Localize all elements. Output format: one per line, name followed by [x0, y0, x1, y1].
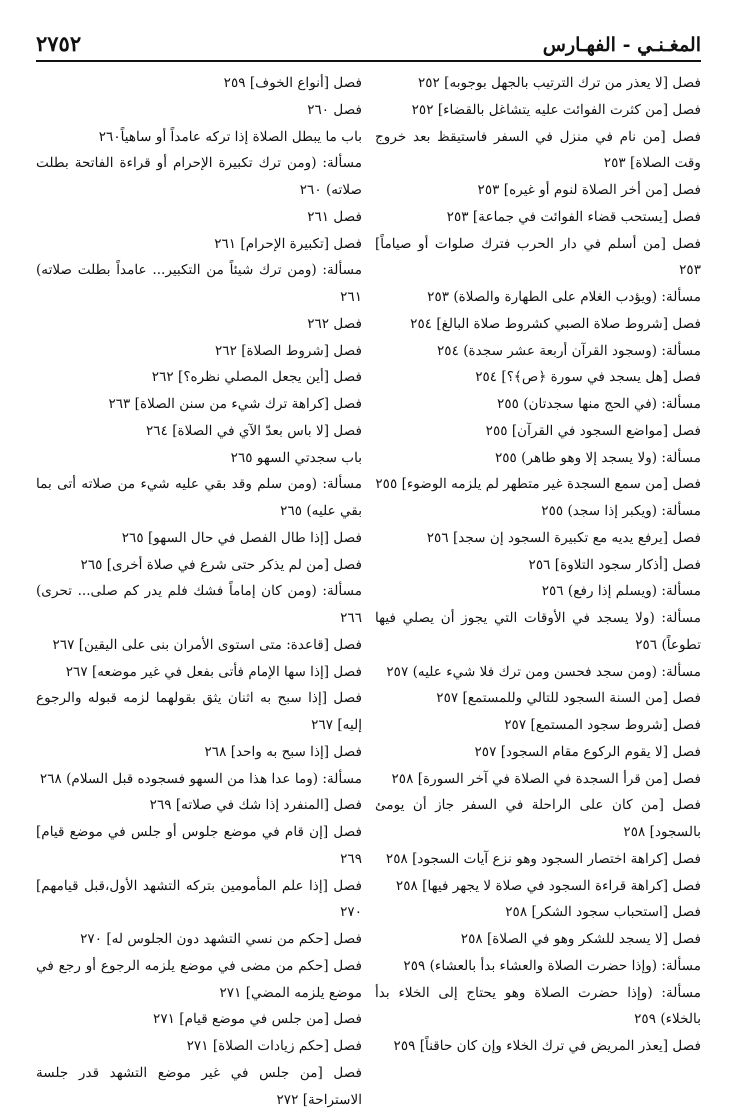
- index-entry: فصل [إذا علم المأمومين بتركه التشهد الأول،قبل قيامهم] ٢٧٠: [36, 877, 362, 921]
- index-entry: مسألة: (وإذا حضرت الصلاة وهو يحتاج إلى الخلاء بدأ بالخلاء) ٢٥٩: [375, 984, 701, 1028]
- index-entry: فصل [من السنة السجود للتالي وللمستمع] ٢٥٧: [436, 690, 701, 707]
- index-entry: فصل [يستحب قضاء الفوائت في جماعة] ٢٥٣: [446, 208, 701, 225]
- index-column-right: [375, 70, 701, 1060]
- index-entry: مسألة: (ومن سلم وقد بقي عليه شيء من صلاته أتى بما بقي عليه) ٢٦٥: [36, 476, 362, 519]
- index-entry: مسألة: (ومن سجد فحسن ومن ترك فلا شيء عليه) ٢٥٧: [386, 663, 701, 680]
- index-entry: فصل [كراهة قراءة السجود في صلاة لا يجهر فيها] ٢٥٨: [395, 877, 701, 894]
- index-entry: فصل ٢٦٠: [307, 101, 362, 118]
- index-entry: فصل [أين يجعل المصلي نظره؟] ٢٦٢: [151, 369, 362, 386]
- index-entry: فصل [هل يسجد في سورة ﴿ص﴾؟] ٢٥٤: [475, 369, 701, 386]
- index-entry: مسألة: (ولا يسجد إلا وهو طاهر) ٢٥٥: [494, 449, 701, 466]
- index-entry: فصل [المنفرد إذا شك في صلاته] ٢٦٩: [149, 797, 362, 814]
- index-entry: فصل [حكم زيادات الصلاة] ٢٧١: [186, 1038, 362, 1054]
- index-entry: فصل [شروط الصلاة] ٢٦٢: [214, 342, 362, 359]
- index-entry: فصل [من جلس في غير موضع التشهد قدر جلسة الاستراحة] ٢٧٢: [36, 1064, 362, 1108]
- page-header: [36, 28, 701, 56]
- index-entry: فصل [استحباب سجود الشكر] ٢٥٨: [505, 904, 701, 921]
- index-entry: مسألة: (ومن ترك تكبيرة الإحرام أو قراءة الفاتحة بطلت صلاته) ٢٦٠: [36, 155, 362, 198]
- index-entry: فصل [من نام في منزل في السفر فاستيقظ بعد خروج وقت الصلاة] ٢٥٣: [375, 128, 701, 172]
- index-entry: فصل [أذكار سجود التلاوة] ٢٥٦: [528, 556, 701, 573]
- index-entry: باب ما يبطل الصلاة إذا تركه عامداً أو ساهياً٢٦٠: [98, 128, 362, 145]
- header-rule: [36, 60, 701, 62]
- index-entry: مسألة: (وما عدا هذا من السهو فسجوده قبل السلام) ٢٦٨: [39, 770, 362, 787]
- index-entry: فصل [مواضع السجود في القرآن] ٢٥٥: [485, 422, 701, 439]
- index-entry: فصل [حكم من مضى في موضع يلزمه الرجوع أو رجع في موضع يلزمه المضي] ٢٧١: [36, 957, 362, 1001]
- index-entry: فصل [من أسلم في دار الحرب فترك صلوات أو صياماً] ٢٥٣: [375, 235, 701, 279]
- index-entry: فصل [إن قام في موضع جلوس أو جلس في موضع قيام] ٢٦٩: [36, 824, 362, 867]
- index-column-left: [36, 70, 362, 1113]
- index-entry: مسألة: (ويكبر إذا سجد) ٢٥٥: [541, 503, 701, 519]
- index-entry: فصل [إذا طال الفصل في حال السهو] ٢٦٥: [121, 529, 362, 546]
- index-entry: مسألة: (ولا يسجد في الأوقات التي يجوز أن يصلي فيها تطوعاً) ٢٥٦: [375, 610, 701, 653]
- index-entry: فصل [لا يعذر من ترك الترتيب بالجهل بوجوبه] ٢٥٢: [417, 75, 701, 91]
- index-entry: فصل ٢٦١: [307, 208, 362, 225]
- index-entry: فصل [لا يقوم الركوع مقام السجود] ٢٥٧: [474, 743, 701, 760]
- index-entry: مسألة: (ومن ترك شيئاً من التكبير... عامداً بطلت صلاته) ٢٦١: [36, 262, 362, 305]
- index-entry: فصل [تكبيرة الإحرام] ٢٦١: [214, 235, 362, 252]
- index-entry: فصل ٢٦٢: [307, 315, 362, 332]
- index-entry: مسألة: (ومن كان إماماً فشك فلم يدر كم صلى... تحرى) ٢٦٦: [36, 583, 362, 626]
- index-entry: فصل [لا باس بعدّ الآي في الصلاة] ٢٦٤: [145, 422, 362, 439]
- index-entry: فصل [من كان على الراحلة في السفر جاز أن يومئ بالسجود] ٢٥٨: [375, 797, 701, 840]
- index-entry: فصل [من لم يذكر حتى شرع في صلاة أخرى] ٢٦٥: [80, 556, 362, 573]
- index-entry: مسألة: (ويسلم إذا رفع) ٢٥٦: [541, 583, 701, 600]
- index-entry: فصل [إذا سبح به اثنان يثق بقولهما لزمه قبوله والرجوع إليه] ٢٦٧: [36, 690, 362, 733]
- index-entry: مسألة: (ويؤدب الغلام على الطهارة والصلاة) ٢٥٣: [427, 289, 701, 305]
- index-entry: فصل [من قرأ السجدة في الصلاة في آخر السورة] ٢٥٨: [391, 770, 701, 787]
- index-entry: فصل [يعذر المريض في ترك الخلاء وإن كان حاقناً] ٢٥٩: [393, 1038, 701, 1054]
- index-entry: فصل [من سمع السجدة غير متطهر لم يلزمه الوضوء] ٢٥٥: [375, 476, 701, 493]
- index-entry: فصل [من جلس في موضع قيام] ٢٧١: [153, 1011, 362, 1028]
- index-entry: مسألة: (وسجود القرآن أربعة عشر سجدة) ٢٥٤: [437, 342, 701, 359]
- index-entry: فصل [قاعدة: متى استوى الأمران بنى على اليقين] ٢٦٧: [52, 636, 362, 653]
- index-entry: فصل [من أخر الصلاة لنوم أو غيره] ٢٥٣: [477, 182, 701, 198]
- index-entry: فصل [شروط سجود المستمع] ٢٥٧: [504, 717, 701, 733]
- index-entry: فصل [لا يسجد للشكر وهو في الصلاة] ٢٥٨: [460, 931, 701, 947]
- index-entry: فصل [كراهة ترك شيء من سنن الصلاة] ٢٦٣: [108, 396, 362, 412]
- index-entry: فصل [إذا سها الإمام فأتى بفعل في غير موضعه] ٢٦٧: [65, 663, 362, 680]
- index-entry: فصل [يرفع يديه مع تكبيرة السجود إن سجد] ٢٥٦: [426, 529, 701, 546]
- index-entry: فصل [من كثرت الفوائت عليه يتشاغل بالقضاء] ٢٥٢: [411, 101, 701, 118]
- index-entry: مسألة: (وإذا حضرت الصلاة والعشاء بدأ بالعشاء) ٢٥٩: [403, 957, 701, 974]
- book-title: المغـنـي - الفهـارس: [542, 34, 701, 56]
- index-entry: فصل [أنواع الخوف] ٢٥٩: [223, 75, 362, 91]
- index-entry: مسألة: (في الحج منها سجدتان) ٢٥٥: [497, 396, 701, 412]
- index-entry: فصل [إذا سبح به واحد] ٢٦٨: [204, 743, 362, 760]
- index-entry: فصل [شروط صلاة الصبي كشروط صلاة البالغ] ٢٥٤: [410, 315, 701, 332]
- index-entry: فصل [كراهة اختصار السجود وهو نزع آيات السجود] ٢٥٨: [385, 850, 701, 867]
- page-number: ٢٧٥٢: [36, 31, 82, 56]
- index-entry: فصل [حكم من نسي التشهد دون الجلوس له] ٢٧٠: [80, 931, 362, 947]
- index-entry: باب سجدتي السهو ٢٦٥: [230, 449, 362, 466]
